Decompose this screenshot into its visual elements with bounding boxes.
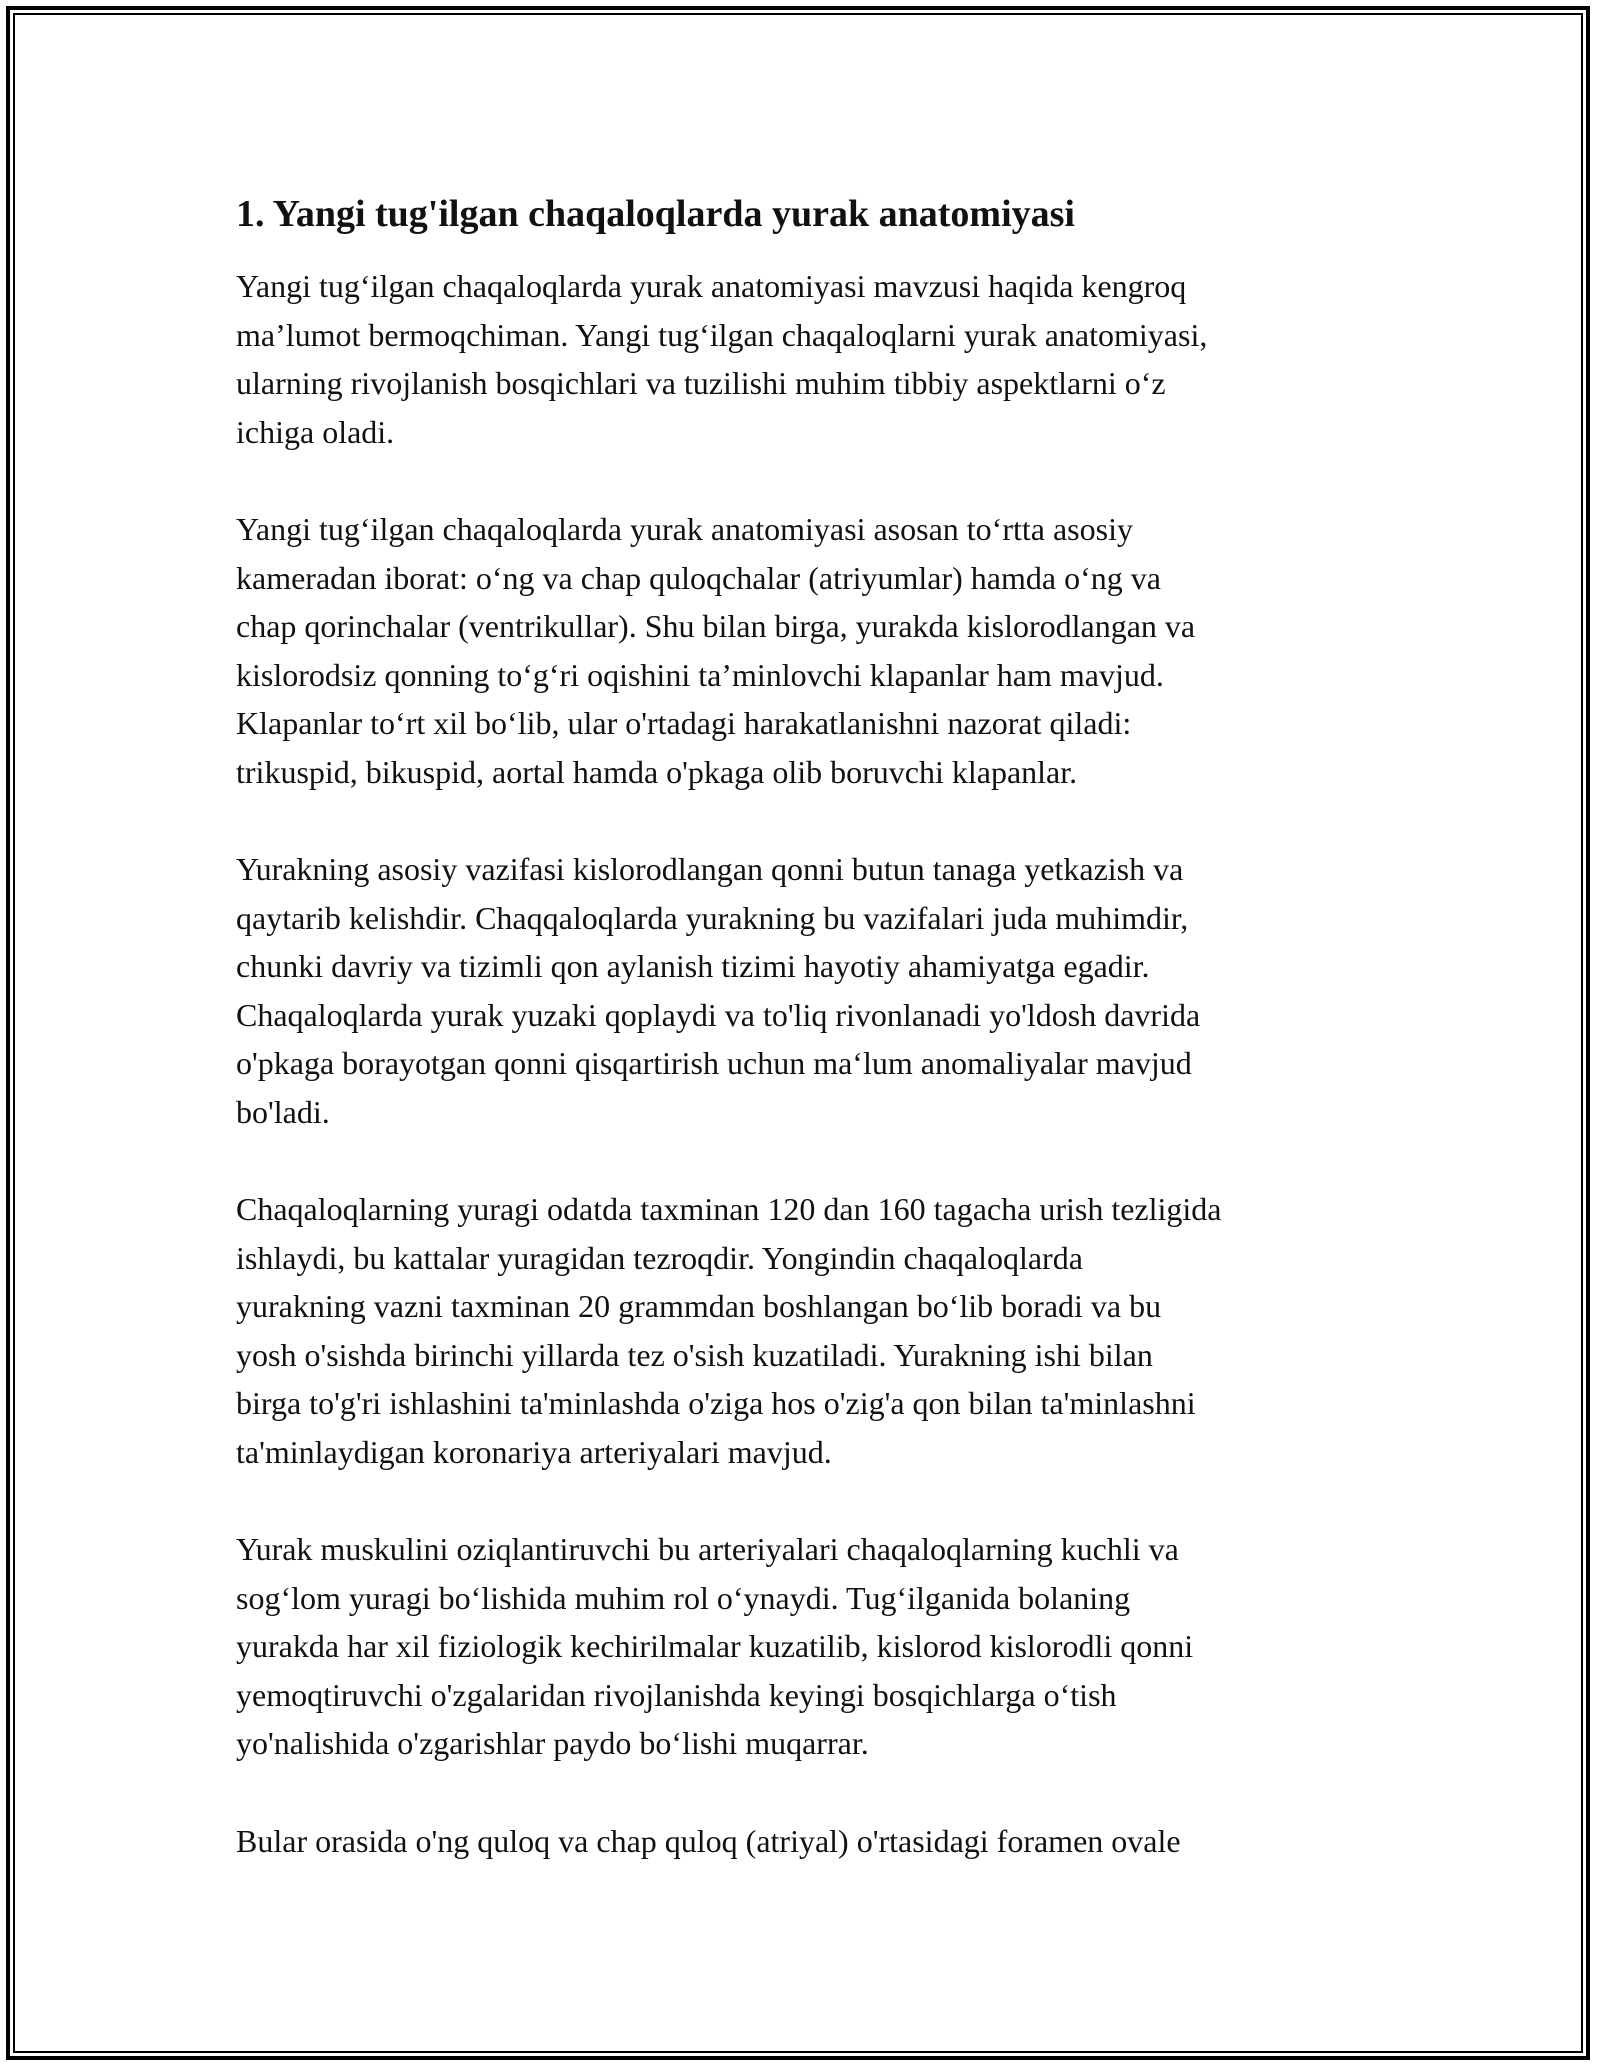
text-line: ta'minlaydigan koronariya arteriyalari mavjud. — [236, 1433, 832, 1470]
text-line: bo'ladi. — [236, 1093, 330, 1130]
text-line: ma’lumot bermoqchiman. Yangi tug‘ilgan chaqaloqlarni yurak anatomiyasi, — [236, 316, 1208, 353]
paragraph-1 — [236, 262, 1386, 456]
text-line: yemoqtiruvchi o'zgalaridan rivojlanishda keyingi bosqichlarga o‘tish — [236, 1676, 1117, 1713]
text-line: chunki davriy va tizimli qon aylanish tizimi hayotiy ahamiyatga egadir. — [236, 948, 1150, 984]
text-line: Yurak muskulini oziqlantiruvchi bu arteriyalari chaqaloqlarning kuchli va — [236, 1531, 1179, 1567]
text-line: kislorodsiz qonning to‘g‘ri oqishini ta’minlovchi klapanlar ham mavjud. — [236, 656, 1164, 693]
text-line: Klapanlar to‘rt xil bo‘lib, ular o'rtadagi harakatlanishni nazorat qiladi: — [236, 705, 1132, 741]
text-line: sog‘lom yuragi bo‘lishida muhim rol o‘ynaydi. Tug‘ilganida bolaning — [236, 1579, 1131, 1616]
text-line: birga to'g'ri ishlashini ta'minlashda o'ziga hos o'zig'a qon bilan ta'minlashni — [236, 1385, 1196, 1421]
text-line: o'pkaga borayotgan qonni qisqartirish uchun ma‘lum anomaliyalar mavjud — [236, 1045, 1192, 1081]
text-line: Yangi tug‘ilgan chaqaloqlarda yurak anatomiyasi asosan to‘rtta asosiy — [236, 511, 1133, 547]
text-line: Bular orasida o'ng quloq va chap quloq (atriyal) o'rtasidagi foramen ovale — [236, 1822, 1181, 1859]
text-line: trikuspid, bikuspid, aortal hamda o'pkaga olib boruvchi klapanlar. — [236, 753, 1078, 790]
text-line: yurakda har xil fiziologik kechirilmalar kuzatilib, kislorod kislorodli qonni — [236, 1628, 1194, 1664]
paragraph-6 — [236, 1817, 1386, 1866]
paragraph-3 — [236, 845, 1386, 1136]
document-title: 1. Yangi tug'ilgan chaqaloqlarda yurak anatomiyasi — [236, 193, 1075, 235]
paragraph-5 — [236, 1525, 1386, 1768]
text-line: yurakning vazni taxminan 20 grammdan boshlangan bo‘lib boradi va bu — [236, 1288, 1162, 1324]
text-line: ularning rivojlanish bosqichlari va tuzilishi muhim tibbiy aspektlarni o‘z — [236, 365, 1166, 401]
paragraph-4 — [236, 1185, 1386, 1476]
text-line: kameradan iborat: o‘ng va chap quloqchalar (atriyumlar) hamda o‘ng va — [236, 559, 1161, 596]
document-body — [236, 186, 1386, 1914]
text-line: ishlaydi, bu kattalar yuragidan tezroqdir. Yongindin chaqaloqlarda — [236, 1239, 1083, 1276]
text-line: chap qorinchalar (ventrikullar). Shu bilan birga, yurakda kislorodlangan va — [236, 608, 1196, 644]
text-line: yosh o'sishda birinchi yillarda tez o'sish kuzatiladi. Yurakning ishi bilan — [236, 1336, 1153, 1373]
text-line: Yangi tug‘ilgan chaqaloqlarda yurak anatomiyasi mavzusi haqida kengroq — [236, 268, 1187, 304]
text-line: Chaqaloqlarda yurak yuzaki qoplaydi va to'liq rivonlanadi yo'ldosh davrida — [236, 996, 1201, 1033]
paragraph-2 — [236, 505, 1386, 796]
text-line: ichiga oladi. — [236, 413, 395, 450]
text-line: yo'nalishida o'zgarishlar paydo bo‘lishi muqarrar. — [236, 1725, 869, 1761]
text-line: Chaqaloqlarning yuragi odatda taxminan 120 dan 160 tagacha urish tezligida — [236, 1191, 1222, 1227]
text-line: Yurakning asosiy vazifasi kislorodlangan qonni butun tanaga yetkazish va — [236, 851, 1184, 887]
text-line: qaytarib kelishdir. Chaqqaloqlarda yurakning bu vazifalari juda muhimdir, — [236, 899, 1189, 936]
